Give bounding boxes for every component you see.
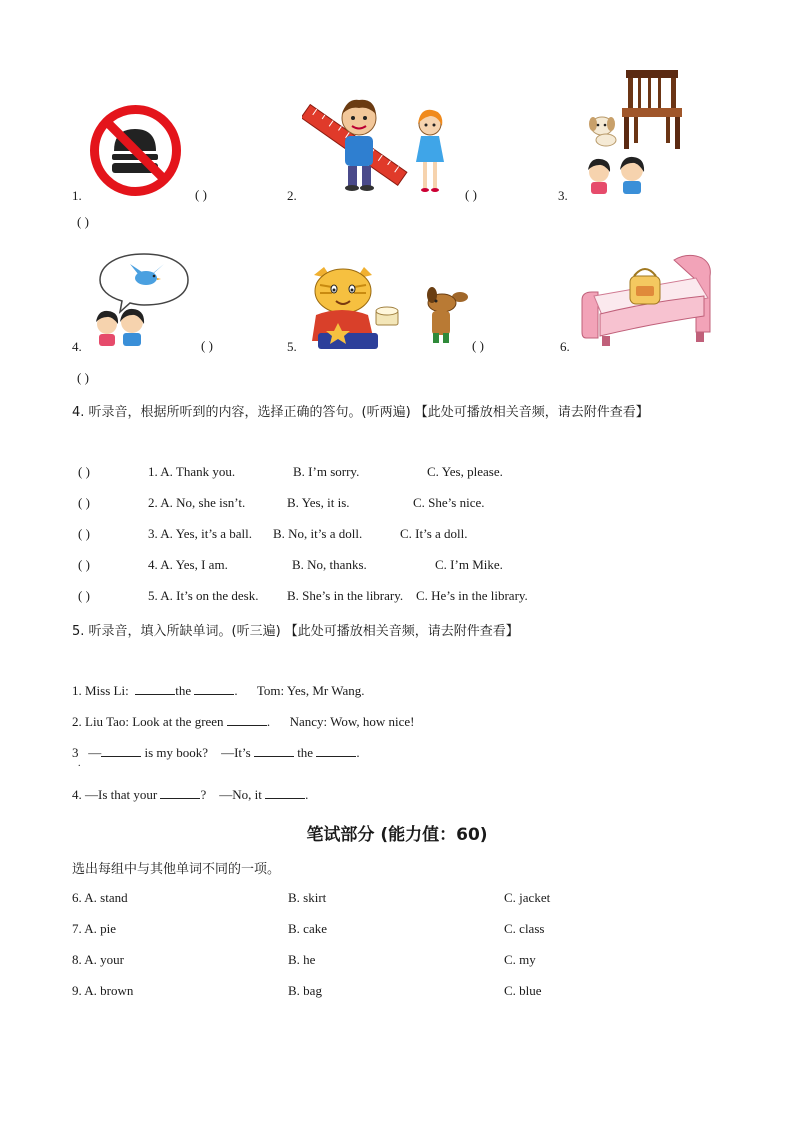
s5-line2-part1: 2. Liu Tao: Look at the green <box>72 714 224 729</box>
s5-line2-part3: Nancy: Wow, how nice! <box>289 714 415 729</box>
girls-talking-bird-picture <box>94 250 194 350</box>
s5-line1 <box>72 682 364 699</box>
q5-number: 5. <box>287 339 297 354</box>
s4-q2-option-a: 2. A. No, she isn’t. <box>148 495 246 510</box>
s4-q2-paren[interactable]: ( ) <box>78 495 90 510</box>
s5-line4-part3: —No, it <box>219 787 262 802</box>
s4-q1-paren[interactable]: ( ) <box>78 464 90 479</box>
s4-q4-option-c: C. I’m Mike. <box>435 557 503 572</box>
s5-line4-blank1[interactable] <box>160 786 200 799</box>
s5-line1-part2: the <box>175 683 192 698</box>
s4-q5-option-c: C. He’s in the library. <box>416 588 528 603</box>
s5-line3-part2: is my book? <box>144 745 209 760</box>
s5-line4-part1: 4. —Is that your <box>72 787 158 802</box>
w-q6-option-c: C. jacket <box>504 890 551 905</box>
s5-line1-part3: . <box>234 683 238 698</box>
q5-answer-paren[interactable]: ( ) <box>472 338 484 353</box>
s4-q5-option-b: B. She’s in the library. <box>287 588 404 603</box>
q6-number: 6. <box>560 339 570 354</box>
boy-with-ruler-and-girl-picture <box>302 96 452 201</box>
s5-line3-blank3[interactable] <box>316 744 356 757</box>
s4-q2-option-c: C. She’s nice. <box>413 495 485 510</box>
s5-line2-blank1[interactable] <box>227 713 267 726</box>
q3-number: 3. <box>558 188 568 203</box>
w-q6-option-b: B. skirt <box>288 890 327 905</box>
s4-q1-option-c: C. Yes, please. <box>427 464 503 479</box>
s5-line3-dot: . <box>78 758 81 769</box>
s5-line3-number: 3 <box>72 745 79 760</box>
written-section-title: 笔试部分 (能力值：60) <box>306 825 488 845</box>
s5-line1-part4: Tom: Yes, Mr Wang. <box>256 683 365 698</box>
q4-answer-paren[interactable]: ( ) <box>201 338 213 353</box>
s4-q3-paren[interactable]: ( ) <box>78 526 90 541</box>
q3-answer-paren[interactable]: ( ) <box>77 214 89 229</box>
s5-line1-blank2[interactable] <box>194 682 234 695</box>
q2-number: 2. <box>287 188 297 203</box>
q2-answer-paren[interactable]: ( ) <box>465 187 477 202</box>
bed-with-schoolbag-picture <box>578 252 714 350</box>
s5-line4-part4: . <box>305 787 309 802</box>
w-q6-option-a: 6. A. stand <box>72 890 128 905</box>
s5-line3-part4: the <box>297 745 314 760</box>
s5-line4 <box>72 786 308 803</box>
s5-line3 <box>72 744 360 761</box>
q4-number: 4. <box>72 339 82 354</box>
s5-line2 <box>72 713 415 730</box>
w-q9-option-a: 9. A. brown <box>72 983 134 998</box>
s5-line2-part2: . <box>266 714 271 729</box>
q1-number: 1. <box>72 188 82 203</box>
s5-line1-blank1[interactable] <box>135 682 175 695</box>
section4-heading: 4. 听录音，根据所听到的内容，选择正确的答句。(听两遍) 【此处可播放相关音频，请去附件查看】 <box>72 405 649 420</box>
s4-q5-paren[interactable]: ( ) <box>78 588 90 603</box>
written-instruction: 选出每组中与其他单词不同的一项。 <box>72 862 281 877</box>
s4-q1-option-a: 1. A. Thank you. <box>148 464 236 479</box>
s5-line3-blank1[interactable] <box>101 744 141 757</box>
s5-line3-part5: . <box>356 745 360 760</box>
s4-q1-option-b: B. I’m sorry. <box>293 464 360 479</box>
s4-q4-option-a: 4. A. Yes, I am. <box>148 557 228 572</box>
no-hamburger-icon <box>88 103 183 198</box>
w-q8-option-c: C. my <box>504 952 536 967</box>
w-q9-option-b: B. bag <box>288 983 322 998</box>
s5-line1-part1: 1. Miss Li: <box>72 683 129 698</box>
s5-line4-part2: ? <box>200 787 207 802</box>
s4-q4-paren[interactable]: ( ) <box>78 557 90 572</box>
cat-and-dog-picture <box>310 265 470 352</box>
dog-chair-and-girls-picture <box>584 66 694 198</box>
s4-q4-option-b: B. No, thanks. <box>292 557 367 572</box>
w-q7-option-a: 7. A. pie <box>72 921 117 936</box>
section5-heading: 5. 听录音，填入所缺单词。(听三遍) 【此处可播放相关音频，请去附件查看】 <box>72 624 519 639</box>
s4-q3-option-b: B. No, it’s a doll. <box>273 526 363 541</box>
s5-line3-blank2[interactable] <box>254 744 294 757</box>
w-q7-option-b: B. cake <box>288 921 327 936</box>
s5-line3-part1: — <box>88 745 102 760</box>
s4-q3-option-a: 3. A. Yes, it’s a ball. <box>148 526 253 541</box>
w-q8-option-b: B. he <box>288 952 316 967</box>
q1-answer-paren[interactable]: ( ) <box>195 187 207 202</box>
s5-line4-blank2[interactable] <box>265 786 305 799</box>
q6-answer-paren[interactable]: ( ) <box>77 370 89 385</box>
s4-q2-option-b: B. Yes, it is. <box>287 495 350 510</box>
w-q7-option-c: C. class <box>504 921 545 936</box>
w-q9-option-c: C. blue <box>504 983 542 998</box>
s4-q3-option-c: C. It’s a doll. <box>400 526 468 541</box>
s5-line3-part3: —It’s <box>221 745 251 760</box>
w-q8-option-a: 8. A. your <box>72 952 124 967</box>
s4-q5-option-a: 5. A. It’s on the desk. <box>148 588 259 603</box>
